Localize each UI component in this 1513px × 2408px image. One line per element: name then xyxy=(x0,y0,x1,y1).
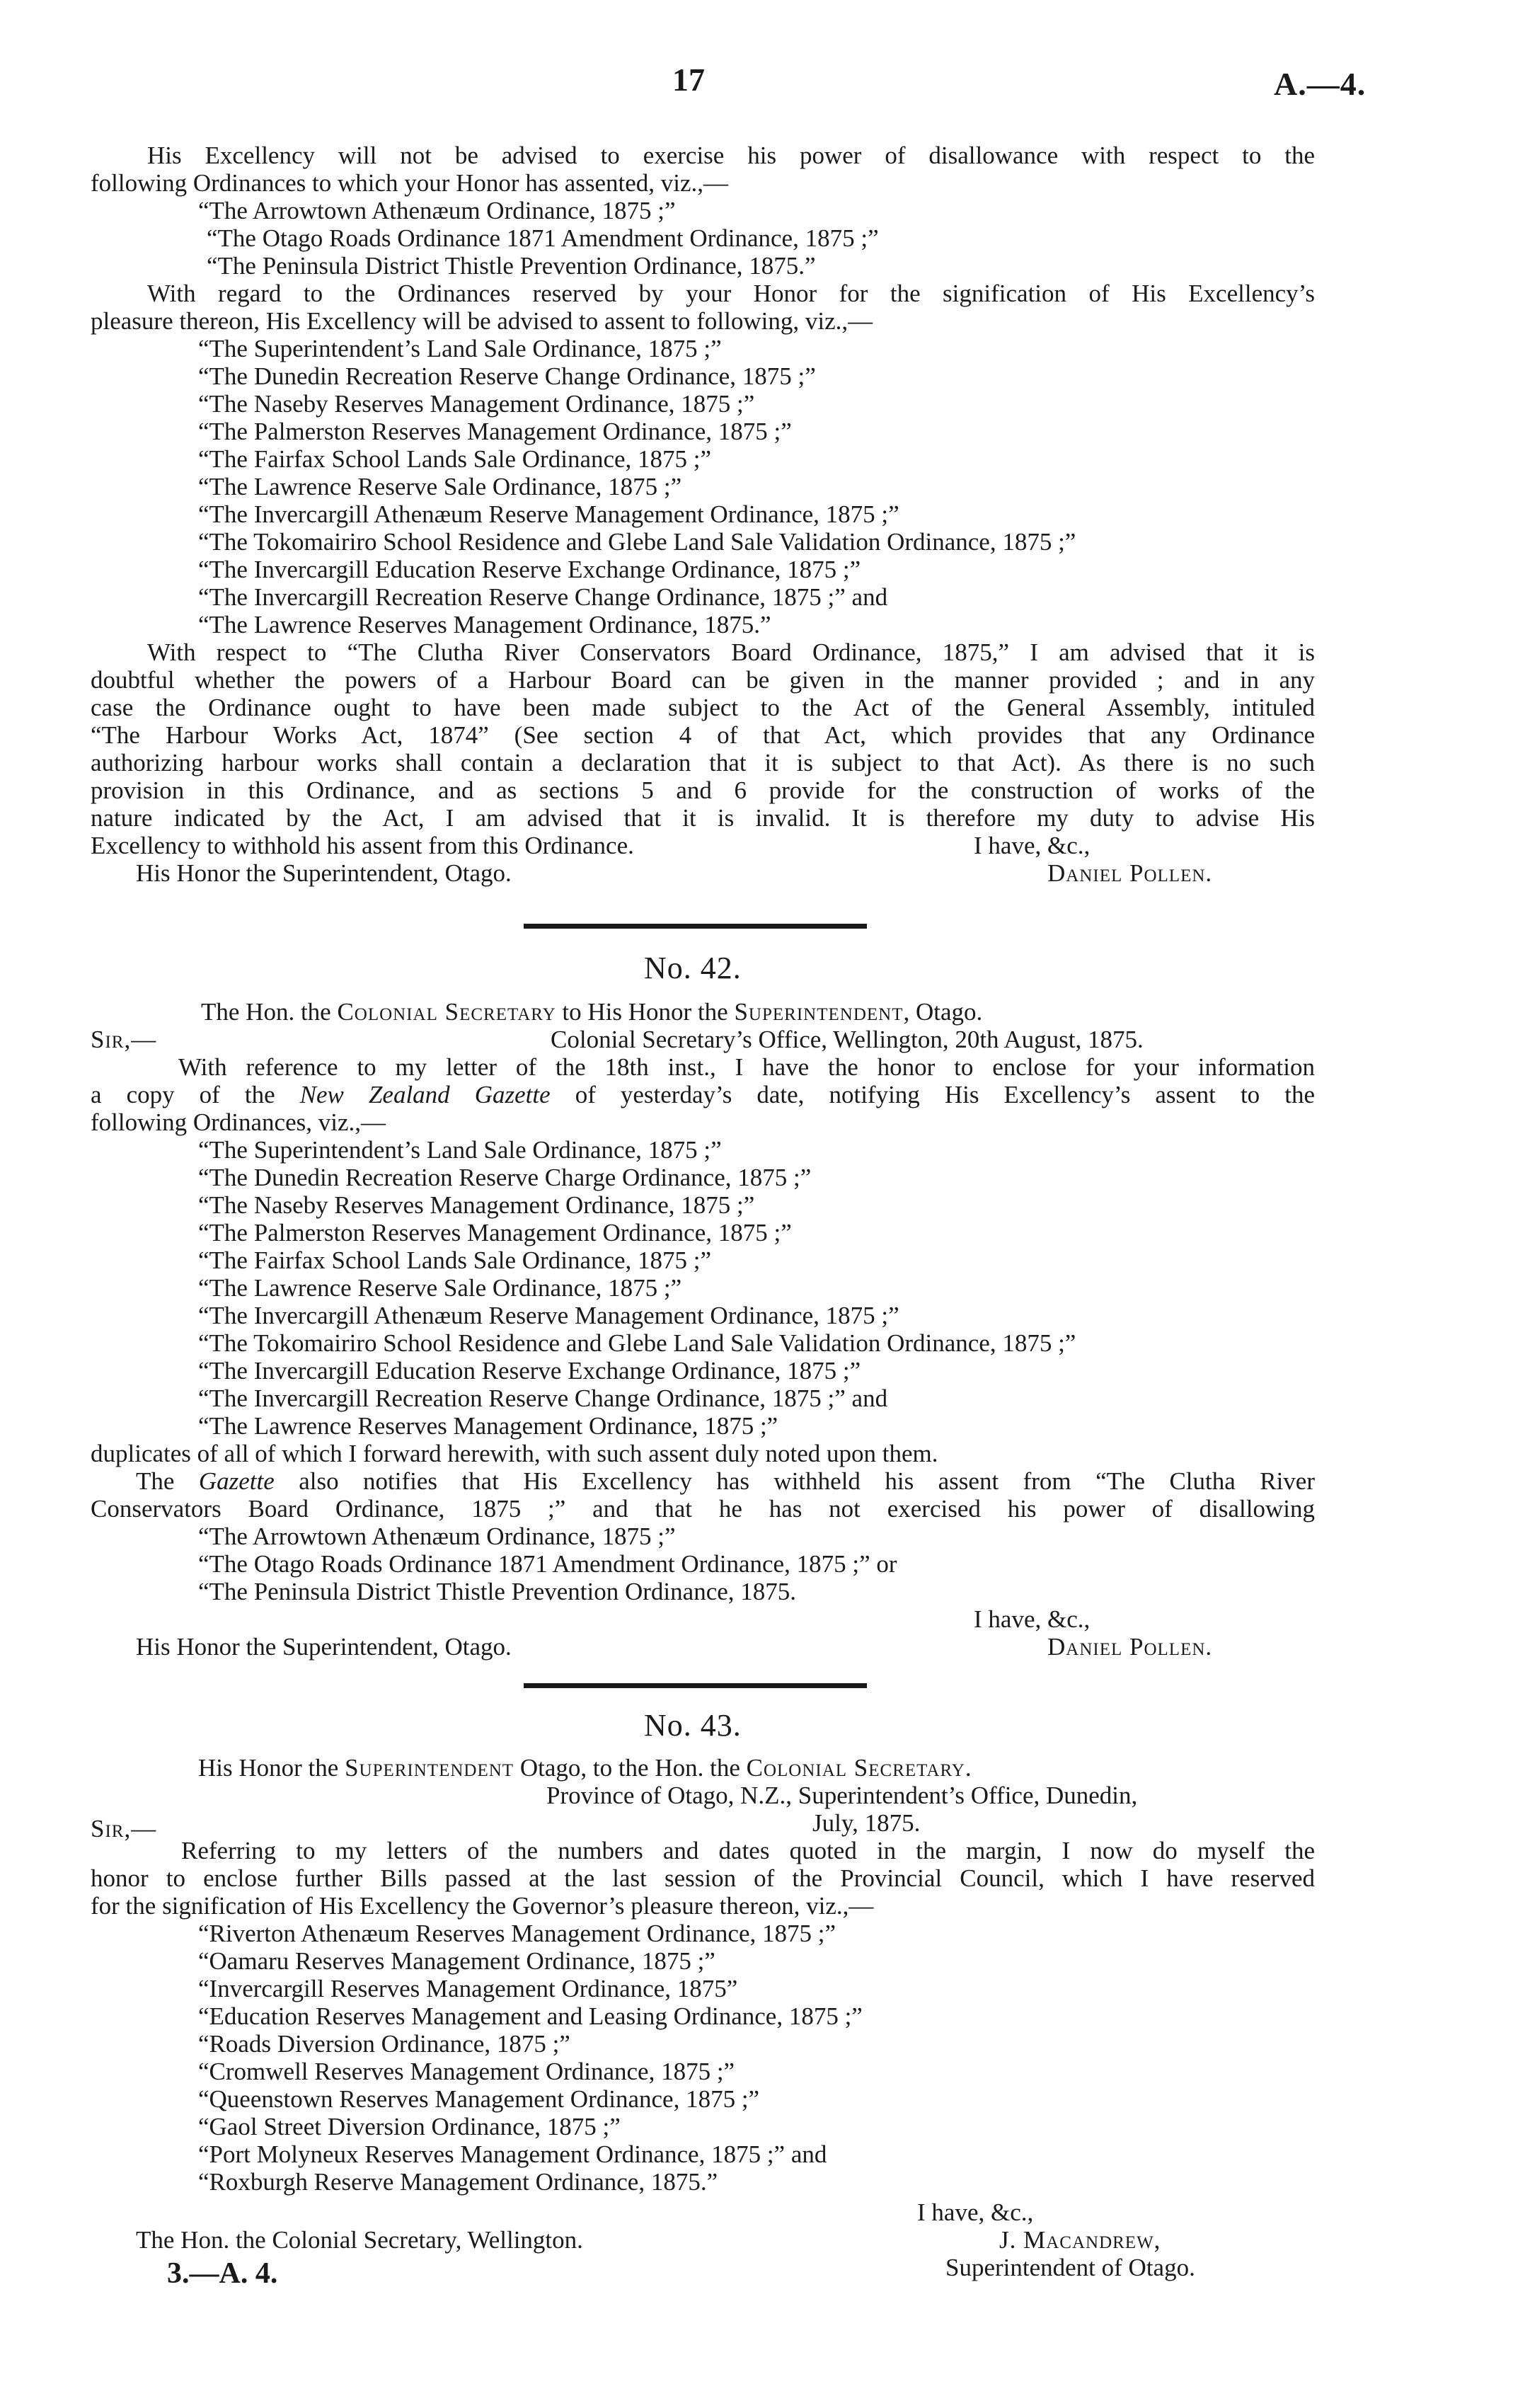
list-item: “The Invercargill Education Reserve Exchange Ordinance, 1875 ;” xyxy=(198,556,861,583)
letter-43-number: No. 43. xyxy=(644,1708,742,1743)
not-disallowed-list xyxy=(91,1523,1315,1605)
list-item: “The Peninsula District Thistle Prevention Ordinance, 1875. xyxy=(198,1578,797,1605)
publication-title: New Zealand Gazette xyxy=(299,1081,551,1108)
paragraph-line: Conservators Board Ordinance, 1875 ;” and that he has not exercised his power of disallowing xyxy=(91,1495,1315,1523)
heading-text: . xyxy=(965,1754,972,1782)
letter-42-number: No. 42. xyxy=(644,951,742,985)
heading-sender: Colonial Secretary xyxy=(337,998,556,1026)
addressee: His Honor the Superintendent, Otago. xyxy=(136,1633,512,1661)
paragraph-line: doubtful whether the powers of a Harbour Board can be given in the manner provided ; and in any xyxy=(91,666,1315,694)
list-item: “The Arrowtown Athenæum Ordinance, 1875 ;” xyxy=(198,1523,676,1550)
addressee-row xyxy=(91,859,1315,887)
list-item: “Invercargill Reserves Management Ordinance, 1875” xyxy=(198,1975,738,2002)
letter-heading xyxy=(91,998,1315,1026)
signature-mark: 3.—A. 4. xyxy=(167,2257,278,2290)
list-item: “Oamaru Reserves Management Ordinance, 1875 ;” xyxy=(198,1947,715,1975)
list-item: “The Dunedin Recreation Reserve Change Ordinance, 1875 ;” xyxy=(198,362,816,390)
list-item: “Roxburgh Reserve Management Ordinance, 1875.” xyxy=(198,2168,718,2196)
signature: Daniel Pollen. xyxy=(1047,859,1213,887)
list-item: “The Peninsula District Thistle Prevention Ordinance, 1875.” xyxy=(207,252,816,280)
list-item: “The Palmerston Reserves Management Ordinance, 1875 ;” xyxy=(198,1219,792,1246)
addressee-row xyxy=(91,2226,1315,2254)
heading-text: to His Honor the xyxy=(556,998,735,1026)
section-divider xyxy=(524,924,867,929)
list-item: “The Fairfax School Lands Sale Ordinance, 1875 ;” xyxy=(198,445,712,473)
list-item: “The Tokomairiro School Residence and Glebe Land Sale Validation Ordinance, 1875 ;” xyxy=(198,1329,1076,1357)
list-item: “The Lawrence Reserve Sale Ordinance, 1875 ;” xyxy=(198,1274,682,1302)
paragraph-line: pleasure thereon, His Excellency will be advised to assent to following, viz.,— xyxy=(91,307,873,335)
list-item: “The Lawrence Reserves Management Ordinance, 1875 ;” xyxy=(198,1412,778,1440)
text: The xyxy=(136,1467,199,1495)
heading-text: His Honor the xyxy=(198,1754,345,1782)
paragraph-line: With regard to the Ordinances reserved by your Honor for the signification of His Excellency’s xyxy=(147,280,1315,307)
list-item: “The Naseby Reserves Management Ordinance, 1875 ;” xyxy=(198,1191,755,1219)
list-item: “The Fairfax School Lands Sale Ordinance, 1875 ;” xyxy=(198,1246,712,1274)
paragraph-line: for the signification of His Excellency the Governor’s pleasure thereon, viz.,— xyxy=(91,1892,874,1920)
heading-text: , Otago. xyxy=(903,998,983,1026)
list-item: “The Invercargill Recreation Reserve Change Ordinance, 1875 ;” and xyxy=(198,1384,888,1412)
publication-title: Gazette xyxy=(198,1467,275,1495)
paragraph-line: “The Harbour Works Act, 1874” (See section 4 of that Act, which provides that any Ordinance xyxy=(91,721,1315,749)
list-item: “The Otago Roads Ordinance 1871 Amendment Ordinance, 1875 ;” or xyxy=(198,1550,897,1578)
signature: Daniel Pollen. xyxy=(1047,1633,1213,1661)
letter-41-continuation xyxy=(91,142,1315,887)
paragraph-line xyxy=(91,1081,1315,1108)
paragraph-line: following Ordinances, viz.,— xyxy=(91,1108,386,1136)
paragraph-line: Referring to my letters of the numbers and dates quoted in the margin, I now do myself the xyxy=(181,1837,1315,1864)
reserved-bills-list xyxy=(91,1920,1315,2196)
list-item: “The Lawrence Reserves Management Ordinance, 1875.” xyxy=(198,611,771,638)
paragraph-line: duplicates of all of which I forward herewith, with such assent duly noted upon them. xyxy=(91,1440,938,1467)
list-item: “Cromwell Reserves Management Ordinance, 1875 ;” xyxy=(198,2058,735,2085)
list-item: “The Invercargill Athenæum Reserve Management Ordinance, 1875 ;” xyxy=(198,1302,899,1329)
list-item: “The Superintendent’s Land Sale Ordinance, 1875 ;” xyxy=(198,1136,722,1164)
list-item: “The Lawrence Reserve Sale Ordinance, 1875 ;” xyxy=(198,473,682,500)
paragraph-line: honor to enclose further Bills passed at the last session of the Provincial Council, which I have reserved xyxy=(91,1864,1315,1892)
reserved-ordinances-list xyxy=(91,335,1315,638)
dateline: Colonial Secretary’s Office, Wellington, 20th August, 1875. xyxy=(551,1026,1144,1053)
text: also notifies that His Excellency has withheld his assent from “The Clutha River xyxy=(274,1467,1315,1495)
heading-recipient: Colonial Secretary xyxy=(746,1754,965,1782)
paragraph-line: provision in this Ordinance, and as sections 5 and 6 provide for the construction of works of the xyxy=(91,776,1315,804)
letter-42 xyxy=(91,998,1315,1661)
list-item: “Riverton Athenæum Reserves Management Ordinance, 1875 ;” xyxy=(198,1920,836,1947)
text: a copy of the xyxy=(91,1081,300,1108)
list-item: “Education Reserves Management and Leasing Ordinance, 1875 ;” xyxy=(198,2002,863,2030)
paragraph-last-row xyxy=(91,832,1315,859)
list-item: “The Invercargill Recreation Reserve Change Ordinance, 1875 ;” and xyxy=(198,583,888,611)
document-reference: A.—4. xyxy=(1274,66,1367,102)
paragraph-line: following Ordinances to which your Honor has assented, viz.,— xyxy=(91,169,729,197)
salutation-row xyxy=(91,1809,1315,1842)
addressee-row xyxy=(91,1633,1315,1661)
heading-text: Otago, to the Hon. the xyxy=(514,1754,747,1782)
dateline: Province of Otago, N.Z., Superintendent’s Office, Dunedin, xyxy=(546,1782,1138,1809)
heading-recipient: Superintendent xyxy=(734,998,904,1026)
section-divider xyxy=(524,1683,867,1688)
heading-sender: Superintendent xyxy=(345,1754,514,1782)
closing: I have, &c., xyxy=(974,1605,1091,1633)
salutation-row xyxy=(91,1026,1315,1053)
assented-ordinances-list xyxy=(91,1136,1315,1440)
list-item: “The Arrowtown Athenæum Ordinance, 1875 ;” xyxy=(198,197,676,224)
list-item: “The Dunedin Recreation Reserve Charge Ordinance, 1875 ;” xyxy=(198,1164,812,1191)
salutation: Sir,— xyxy=(91,1026,157,1053)
salutation: Sir,— xyxy=(91,1815,157,1842)
dateline-date: July, 1875. xyxy=(812,1809,921,1837)
letter-43 xyxy=(91,1754,1315,2281)
closing: I have, &c., xyxy=(974,832,1091,859)
closing: I have, &c., xyxy=(917,2198,1034,2226)
paragraph-line: With respect to “The Clutha River Conservators Board Ordinance, 1875,” I am advised that it is xyxy=(147,638,1315,666)
paragraph-line: nature indicated by the Act, I am advised that it is invalid. It is therefore my duty to advise His xyxy=(91,804,1315,832)
addressee: His Honor the Superintendent, Otago. xyxy=(136,859,512,887)
list-item: “The Palmerston Reserves Management Ordinance, 1875 ;” xyxy=(198,418,792,445)
letter-heading xyxy=(91,1754,1315,1782)
paragraph-line: With reference to my letter of the 18th inst., I have the honor to enclose for your information xyxy=(178,1053,1315,1081)
list-item: “The Tokomairiro School Residence and Glebe Land Sale Validation Ordinance, 1875 ;” xyxy=(198,528,1076,556)
signature: J. Macandrew, xyxy=(999,2226,1161,2254)
list-item: “The Invercargill Education Reserve Exchange Ordinance, 1875 ;” xyxy=(198,1357,861,1384)
paragraph-line: His Excellency will not be advised to exercise his power of disallowance with respect to the xyxy=(147,142,1315,169)
list-item: “Queenstown Reserves Management Ordinance, 1875 ;” xyxy=(198,2085,760,2113)
paragraph-line xyxy=(91,1467,1315,1495)
list-item: “Port Molyneux Reserves Management Ordinance, 1875 ;” and xyxy=(198,2140,827,2168)
signature-title: Superintendent of Otago. xyxy=(945,2254,1195,2281)
page-number: 17 xyxy=(672,62,705,98)
paragraph-line: authorizing harbour works shall contain a declaration that it is subject to that Act). As there is no such xyxy=(91,749,1315,776)
heading-text: The Hon. the xyxy=(201,998,338,1026)
list-item: “Roads Diversion Ordinance, 1875 ;” xyxy=(198,2030,570,2058)
assented-ordinances-list xyxy=(91,197,1315,280)
list-item: “The Invercargill Athenæum Reserve Management Ordinance, 1875 ;” xyxy=(198,500,899,528)
text: of yesterday’s date, notifying His Excellency’s assent to the xyxy=(550,1081,1315,1108)
list-item: “Gaol Street Diversion Ordinance, 1875 ;” xyxy=(198,2113,621,2140)
paragraph-line: case the Ordinance ought to have been made subject to the Act of the General Assembly, intituled xyxy=(91,694,1315,721)
list-item: “The Otago Roads Ordinance 1871 Amendment Ordinance, 1875 ;” xyxy=(207,224,879,252)
paragraph-line: Excellency to withhold his assent from this Ordinance. xyxy=(91,832,634,859)
list-item: “The Naseby Reserves Management Ordinance, 1875 ;” xyxy=(198,390,755,418)
addressee: The Hon. the Colonial Secretary, Wellington. xyxy=(136,2226,583,2254)
list-item: “The Superintendent’s Land Sale Ordinance, 1875 ;” xyxy=(198,335,722,362)
